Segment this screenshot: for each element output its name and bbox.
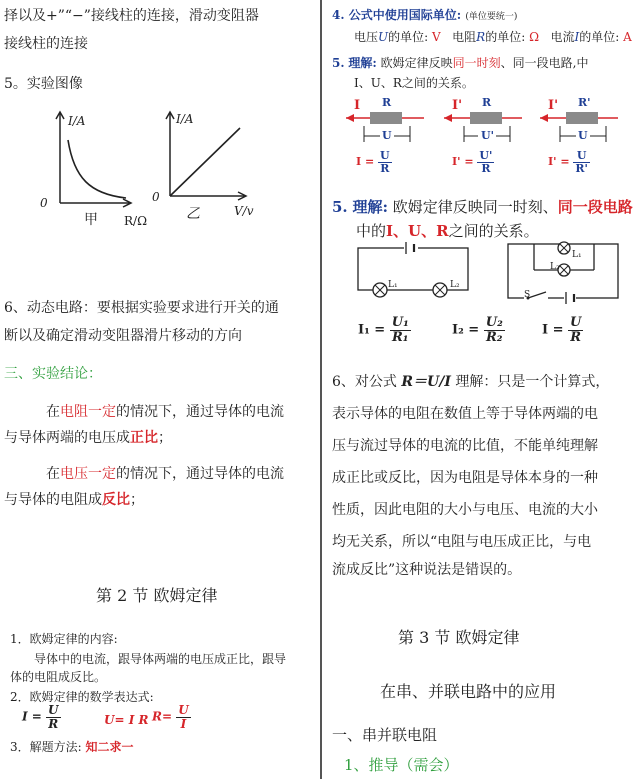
formula-current: I = $\frac{U}{R}$ [22,703,59,731]
graph-jia [50,108,150,228]
formula-voltage: U= I R [104,713,149,727]
formula-understanding-line1: 6、对公式 R＝U/I 理解：只是一个计算式， [332,374,610,390]
conclusion1-line1: 在电阻一定的情况下，通过导体的电流 [46,404,284,420]
text-line: 择以及+”“−”接线柱的连接，滑动变阻器 [4,8,259,24]
s3-heading1: 一、串并联电阻 [332,726,438,744]
text-line: 接线柱的连接 [4,36,88,52]
s2-item1-line2: 体的电阻成反比。 [10,670,107,684]
diag2-resistance: R [482,96,492,109]
diag3-equation: I' = $\frac{U}{R'}$ [548,149,588,175]
understanding2-line2: 中的I、U、R之间的关系。 [356,222,539,240]
series-lamp2-label: L₂ [450,280,460,290]
graph1-origin: 0 [40,196,48,210]
diag3-resistance: R' [578,96,591,109]
s2-item1: 1．欧姆定律的内容: [10,632,118,646]
graph2-ylabel: I/A [176,112,194,126]
graph2-origin: 0 [152,190,160,204]
section3-title: 第 3 节 欧姆定律 [398,628,520,647]
parallel-circuit [504,240,624,310]
understanding1-line1: 5. 理解: 欧姆定律反映同一时刻、同一段电路,中 [332,56,589,70]
units-heading: 4. 公式中使用国际单位: (单位要统一) [332,8,518,22]
s2-item3: 3．解题方法: 知二求一 [10,740,134,754]
parallel-switch-label: S [524,290,531,300]
column-divider [320,0,322,779]
parallel-lamp1-label: L₁ [572,250,582,260]
diag2-equation: I' = $\frac{U'}{R}$ [452,149,493,175]
graph1-xlabel: R/Ω [124,214,148,228]
graph1-name: 甲 [84,212,98,228]
diag2-current: I' [452,98,463,113]
understanding2-line1: 5. 理解: 欧姆定律反映同一时刻、同一段电路 [332,198,633,216]
diag1-resistance: R [382,96,392,109]
left-column [0,0,318,779]
diag1-voltage: U [382,129,392,142]
dynamic-circuit-line1: 6、动态电路：要根据实验要求进行开关的通 [4,300,279,316]
graph2-name: 乙 [186,206,200,222]
right-column [324,0,640,779]
dynamic-circuit-line2: 断以及确定滑动变阻器滑片移动的方向 [4,328,242,344]
formula-understanding-line3: 压与流过导体的电流的比值，不能单纯理解 [332,438,598,454]
diag3-voltage: U [578,129,588,142]
formula-understanding-line6: 均无关系，所以“电阻与电压成正比，与电 [332,534,592,550]
section2-title: 第 2 节 欧姆定律 [96,586,218,605]
conclusion2-line2: 与导体的电阻成反比； [4,492,144,508]
formula-understanding-line4: 成正比或反比，因为电阻是导体本身的一种 [332,470,598,486]
diag1-current: I [354,98,361,113]
formula-understanding-line7: 流成反比”这种说法是错误的。 [332,562,522,578]
graph2-xlabel: V/v [234,204,254,218]
graph1-ylabel: I/A [68,114,86,128]
understanding1-line2: I、U、R之间的关系。 [354,76,474,90]
diag1-equation: I = $\frac{U}{R}$ [356,149,390,175]
formula-understanding-line5: 性质，因此电阻的大小与电压、电流的大小 [332,502,598,518]
formula-resistance: R= $\frac{U}{I}$ [152,703,189,731]
s2-item1-line1: 导体中的电流，跟导体两端的电压成正比，跟导 [34,652,287,666]
diag3-current: I' [548,98,559,113]
equation-i1: I₁ = $\frac{\text{U₁}}{\text{R₁}}$ [358,315,409,345]
section3-subtitle: 在串、并联电路中的应用 [380,682,557,701]
conclusion2-line1: 在电压一定的情况下，通过导体的电流 [46,466,284,482]
formula-understanding-line2: 表示导体的电阻在数值上等于导体两端的电 [332,406,598,422]
conclusion1-line2: 与导体两端的电压成正比； [4,430,172,446]
s3-heading2: 1、推导（需会） [344,756,459,774]
equation-i: I = $\frac{U}{R}$ [542,315,582,345]
diag2-voltage: U' [481,129,494,142]
equation-i2: I₂ = $\frac{\text{U₂}}{\text{R₂}}$ [452,315,503,345]
s2-item2: 2．欧姆定律的数学表达式: [10,690,154,704]
conclusion-heading: 三、实验结论： [4,366,102,382]
series-lamp1-label: L₁ [388,280,398,290]
heading-experiment-graph: 5。实验图像 [4,76,83,92]
units-line: 电压U的单位: V 电阻R的单位: Ω 电流I的单位: A [354,30,632,44]
series-circuit [354,242,474,302]
parallel-lamp2-label: L₂ [550,262,560,272]
